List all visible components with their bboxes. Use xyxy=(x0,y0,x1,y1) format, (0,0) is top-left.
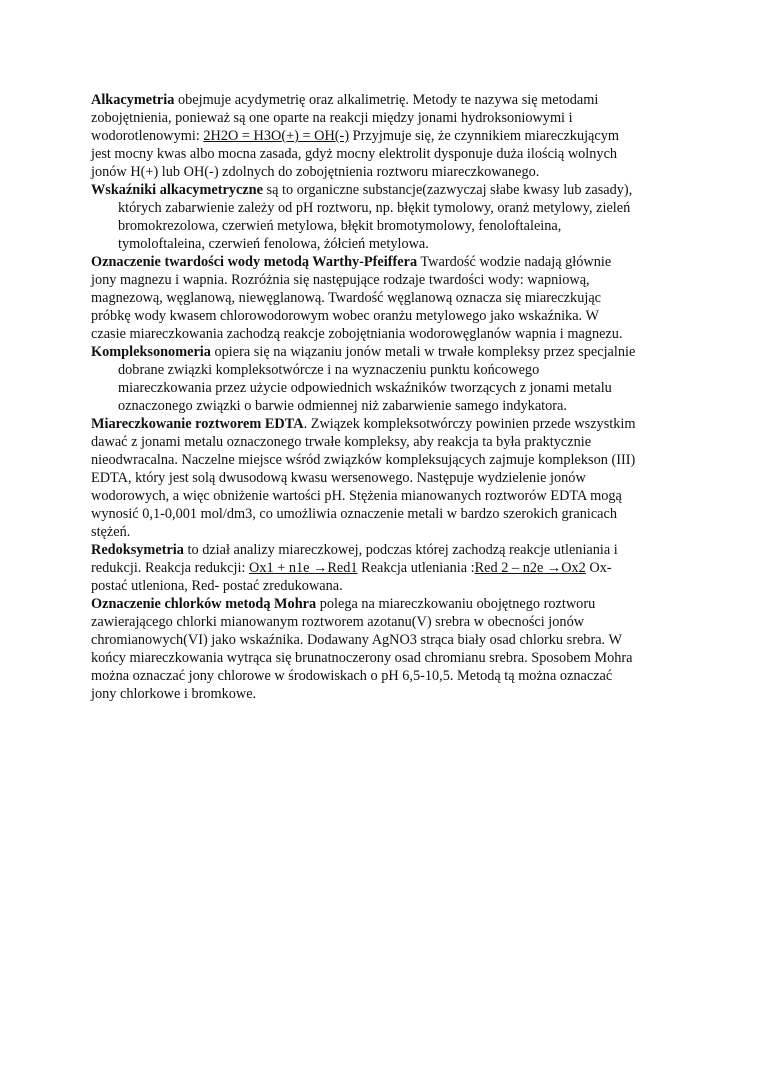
paragraph-heading: Miareczkowanie roztworem EDTA xyxy=(91,416,304,432)
paragraph-mohr xyxy=(91,595,636,703)
paragraph-text: Przyjmuje się, że czynnikiem miareczkującym jest mocny kwas albo mocna zasada, gdyż mocny elektrolit dysponuje duża ilością wolnych jonów H(+) lub OH(-) zdolnych do zobojętnienia roztworu miareczkowanego. xyxy=(91,128,620,180)
paragraph-text: Ox-postać utleniona, Red- postać zredukowana. xyxy=(91,560,612,594)
paragraph-heading: Redoksymetria xyxy=(91,542,184,558)
paragraph-text: opiera się na wiązaniu jonów metali w trwałe kompleksy przez specjalnie dobrane związki kompleksotwórcze i na wyznaczeniu punktu końcowego miareczkowania przez użycie odpowiednich wskaźników tworzących z jonami metalu oznaczonego związki o barwie odmiennej niż zabarwienie samego indykatora. xyxy=(118,344,636,414)
paragraph-heading: Oznaczenie chlorków metodą Mohra xyxy=(91,596,317,612)
paragraph-edta xyxy=(91,415,636,541)
paragraph-heading: Alkacymetria xyxy=(91,92,175,108)
paragraph-heading: Oznaczenie twardości wody metodą Warthy-Pfeiffera xyxy=(91,254,418,270)
paragraph-wskazniki xyxy=(91,181,636,253)
paragraph-text: . Związek kompleksotwórczy powinien przede wszystkim dawać z jonami metalu oznaczonego trwałe kompleksy, aby reakcja ta była praktycznie nieodwracalna. Naczelne miejsce wśród związków kompleksujących zajmuje komplekson (III) EDTA, który jest solą dwusodową kwasu wersenowego. Następuje wydzielenie jonów wodorowych, a więc obniżenie wartości pH. Stężenia mianowanych roztworów EDTA mogą wynosić 0,1-0,001 mol/dm3, co umożliwia oznaczenie metali w bardzo szerokich granicach stężeń. xyxy=(91,416,636,540)
paragraph-text: Twardość wodzie nadają głównie jony magnezu i wapnia. Rozróżnia się następujące rodzaje twardości wody: wapniową, magnezową, węglanową, niewęglanową. Twardość węglanową oznacza się miareczkując próbkę wody kwasem chlorowodorowym wobec oranżu metylowego jako wskaźnika. W czasie miareczkowania zachodzą reakcje zobojętniania wodorowęglanów wapnia i magnezu. xyxy=(91,254,623,342)
paragraph-text: obejmuje acydymetrię oraz alkalimetrię. Metody te nazywa się metodami zobojętnienia, ponieważ są one oparte na reakcji między jonami hydroksoniowymi i wodorotlenowymi: xyxy=(91,92,599,144)
paragraph-kompleksonometria xyxy=(91,343,636,415)
paragraph-text: są to organiczne substancje(zazwyczaj słabe kwasy lub zasady), których zabarwienie zależy od pH roztworu, np. błękit tymolowy, oranż metylowy, zieleń bromokrezolowa, czerwień metylowa, błękit bromotymolowy, fenoloftaleina, tymoloftaleina, czerwień fenolowa, żółcień metylowa. xyxy=(118,182,633,252)
paragraph-heading: Kompleksonomeria xyxy=(91,344,211,360)
paragraph-redoksymetria xyxy=(91,541,636,595)
paragraph-heading: Wskaźniki alkacymetryczne xyxy=(91,182,263,198)
paragraph-text: Reakcja utleniania : xyxy=(357,560,475,576)
paragraph-text: polega na miareczkowaniu obojętnego roztworu zawierającego chlorki mianowanym roztworem azotanu(V) srebra w obecności jonów chromianowych(VI) jako wskaźnika. Dodawany AgNO3 strąca biały osad chlorku srebra. W końcy miareczkowania wytrąca się brunatnoczerony osad chromianu srebra. Sposobem Mohra można oznaczać jony chlorowe w środowiskach o pH 6,5-10,5. Metodą tą można oznaczać jony chlorkowe i bromkowe. xyxy=(91,596,633,702)
document-body xyxy=(91,91,636,703)
paragraph-text: to dział analizy miareczkowej, podczas której zachodzą reakcje utleniania i redukcji. Reakcja redukcji: xyxy=(91,542,618,576)
paragraph-alkacymetria xyxy=(91,91,636,181)
equation: Red 2 – n2e →Ox2 xyxy=(474,560,586,576)
equation: Ox1 + n1e →Red1 xyxy=(249,560,358,576)
paragraph-twardosc xyxy=(91,253,636,343)
equation: 2H2O = H3O(+) = OH(-) xyxy=(203,128,350,144)
